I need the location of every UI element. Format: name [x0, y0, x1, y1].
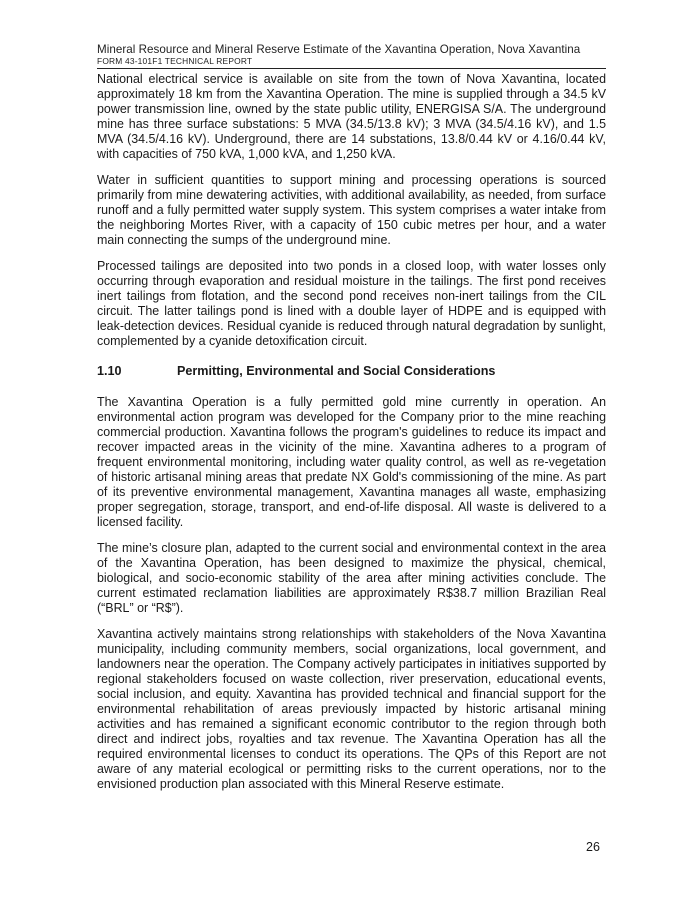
page-body	[97, 72, 606, 803]
paragraph-permitting: The Xavantina Operation is a fully permitted gold mine currently in operation. An environmental action program was developed for the Company prior to the mine reaching commercial production. Xavantina follows the program's guidelines to reduce its impact and recover impacted areas in the vicinity of the mine. Xavantina adheres to a program of frequent environmental monitoring, including water quality control, as well as re-vegetation of historic artisanal mining areas that predate NX Gold's commissioning of the mine. As part of its preventive environmental management, Xavantina manages all waste, emphasizing proper segregation, storage, transport, and end-of-life disposal. All waste is delivered to a licensed facility.	[97, 395, 606, 529]
paragraph-tailings: Processed tailings are deposited into two ponds in a closed loop, with water losses only occurring through evaporation and residual moisture in the tailings. The first pond receives inert tailings from flotation, and the second pond receives non-inert tailings from the CIL circuit. The latter tailings pond is lined with a double layer of HDPE and is equipped with leak-detection devices. Residual cyanide is reduced through natural degradation by sunlight, complemented by a cyanide detoxification circuit.	[97, 259, 606, 348]
section-heading	[97, 364, 606, 379]
paragraph-stakeholders: Xavantina actively maintains strong relationships with stakeholders of the Nova Xavantina municipality, including community members, social organizations, local government, and landowners near the operation. The Company actively participates in initiatives supported by regional stakeholders focused on waste collection, river preservation, educational events, social inclusion, and equity. Xavantina has provided technical and financial support for the environmental rehabilitation of areas previously impacted by historic artisanal mining activities and has remained a significant economic contributor to the region through both direct and indirect jobs, royalties and tax revenue. The Xavantina Operation has all the required environmental licenses to conduct its operations. The QPs of this Report are not aware of any material ecological or permitting risks to the current operations, nor to the envisioned production plan associated with this Mineral Reserve estimate.	[97, 627, 606, 791]
header-subtitle: FORM 43-101F1 TECHNICAL REPORT	[97, 56, 253, 66]
paragraph-electrical-service: National electrical service is available on site from the town of Nova Xavantina, located approximately 18 km from the Xavantina Operation. The mine is supplied through a 34.5 kV power transmission line, owned by the state public utility, ENERGISA S/A. The underground mine has three surface substations: 5 MVA (34.5/13.8 kV); 3 MVA (34.5/4.16 kV), and 1.5 MVA (34.5/4.16 kV). Underground, there are 14 substations, 13.8/0.44 kV or 4.16/0.44 kV, with capacities of 750 kVA, 1,000 kVA, and 1,250 kVA.	[97, 72, 606, 161]
page-number: 26	[586, 840, 600, 854]
page-header	[97, 43, 606, 69]
section-title: Permitting, Environmental and Social Considerations	[177, 364, 496, 378]
paragraph-water-supply: Water in sufficient quantities to support mining and processing operations is sourced primarily from mine dewatering activities, with additional availability, as needed, from surface runoff and a fully permitted water supply system. This system comprises a water intake from the neighboring Mortes River, with a capacity of 150 cubic metres per hour, and a water main connecting the sumps of the underground mine.	[97, 173, 606, 247]
header-title: Mineral Resource and Mineral Reserve Estimate of the Xavantina Operation, Nova Xavantina	[97, 43, 581, 56]
section-number: 1.10	[97, 364, 122, 378]
paragraph-closure-plan: The mine’s closure plan, adapted to the current social and environmental context in the area of the Xavantina Operation, has been designed to maximize the physical, chemical, biological, and socio-economic stability of the area after mining activities conclude. The current estimated reclamation liabilities are approximately R$38.7 million Brazilian Real (“BRL” or “R$”).	[97, 541, 606, 615]
